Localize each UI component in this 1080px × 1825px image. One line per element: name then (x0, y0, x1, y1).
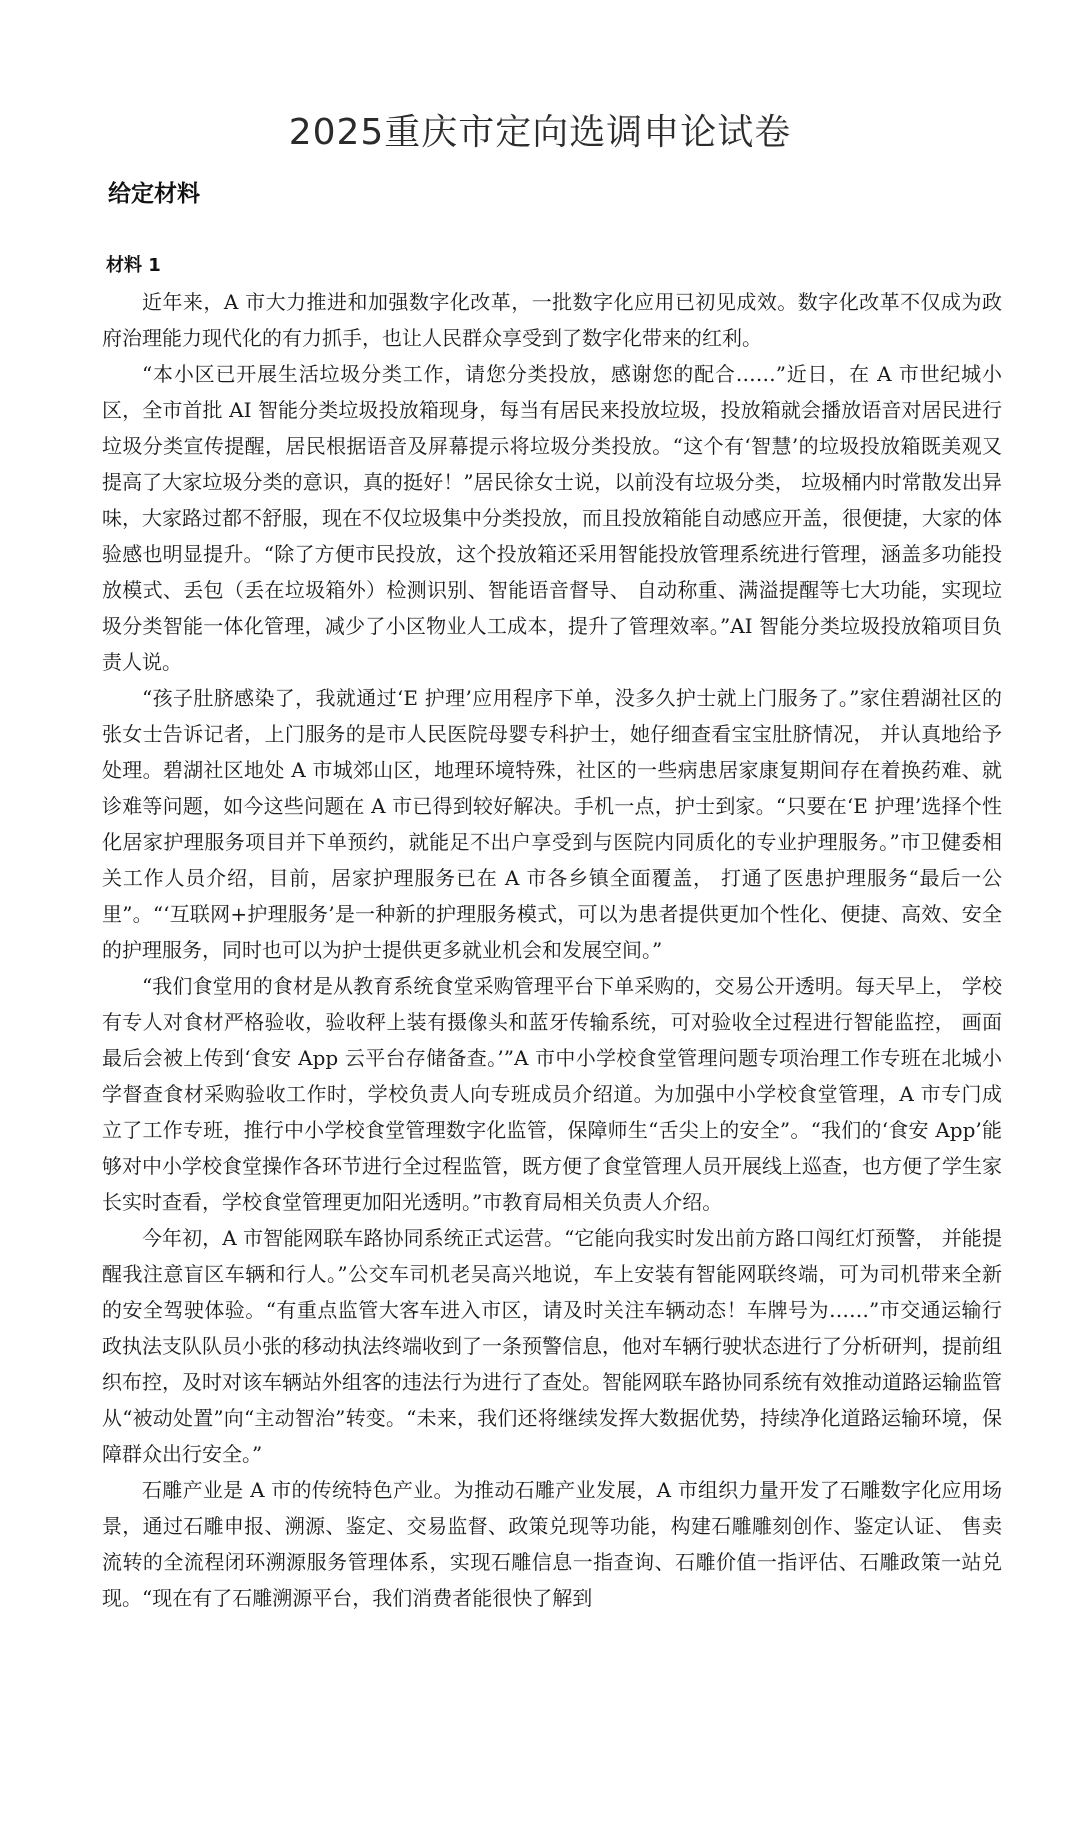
material-label: 材料 1 (106, 255, 161, 276)
paragraph-canteen-safety: “我们食堂用的食材是从教育系统食堂采购管理平台下单采购的，交易公开透明。每天早上， 学校有专人对食材严格验收，验收秤上装有摄像头和蓝牙传输系统，可对验收全过程进行智能监控， 画面最后会被上传到‘食安 App 云平台存储备查。’”A 市中小学校食堂管理问题专项治理工作专班在北城小学督查食材采购验收工作时，学校负责人向专班成员介绍道。为加强中小学校食堂管理，A 市专门成立了工作专班，推行中小学校食堂管理数字化监管，保障师生“舌尖上的安全”。“我们的‘食安 App’能够对中小学校食堂操作各环节进行全过程监管，既方便了食堂管理人员开展线上巡查，也方便了学生家长实时查看，学校食堂管理更加阳光透明。”市教育局相关负责人介绍。 (102, 974, 1002, 1214)
page-title: 2025重庆市定向选调申论试卷 (288, 112, 792, 153)
paragraph-vehicle-road: 今年初，A 市智能网联车路协同系统正式运营。“它能向我实时发出前方路口闯红灯预警， 并能提醒我注意盲区车辆和行人。”公交车司机老吴高兴地说，车上安装有智能网联终端，可为司机带来全新的安全驾驶体验。“有重点监管大客车进入市区，请及时关注车辆动态！车牌号为……”市交通运输行政执法支队队员小张的移动执法终端收到了一条预警信息，他对车辆行驶状态进行了分析研判，提前组织布控，及时对该车辆站外组客的违法行为进行了查处。智能网联车路协同系统有效推动道路运输监管从“被动处置”向“主动智治”转变。“未来，我们还将继续发挥大数据优势，持续净化道路运输环境，保障群众出行安全。” (102, 1226, 1002, 1466)
paragraph-stone-carving: 石雕产业是 A 市的传统特色产业。为推动石雕产业发展，A 市组织力量开发了石雕数字化应用场景，通过石雕申报、溯源、鉴定、交易监督、政策兑现等功能，构建石雕雕刻创作、鉴定认证、 售卖流转的全流程闭环溯源服务管理体系，实现石雕信息一指查询、石雕价值一指评估、石雕政策一站兑现。“现在有了石雕溯源平台，我们消费者能很快了解到 (102, 1478, 1002, 1610)
paragraph-garbage-sorting: “本小区已开展生活垃圾分类工作，请您分类投放，感谢您的配合……”近日，在 A 市世纪城小区，全市首批 AI 智能分类垃圾投放箱现身，每当有居民来投放垃圾，投放箱就会播放语音对居民进行垃圾分类宣传提醒，居民根据语音及屏幕提示将垃圾分类投放。“这个有‘智慧’的垃圾投放箱既美观又提高了大家垃圾分类的意识，真的挺好！”居民徐女士说，以前没有垃圾分类， 垃圾桶内时常散发出异味，大家路过都不舒服，现在不仅垃圾集中分类投放，而且投放箱能自动感应开盖，很便捷，大家的体验感也明显提升。“除了方便市民投放，这个投放箱还采用智能投放管理系统进行管理，涵盖多功能投放模式、丢包（丢在垃圾箱外）检测识别、智能语音督导、 自动称重、满溢提醒等七大功能，实现垃圾分类智能一体化管理，减少了小区物业人工成本，提升了管理效率。”AI 智能分类垃圾投放箱项目负责人说。 (102, 362, 1002, 674)
paragraph-e-nursing: “孩子肚脐感染了，我就通过‘E 护理’应用程序下单，没多久护士就上门服务了。”家住碧湖社区的张女士告诉记者，上门服务的是市人民医院母婴专科护士，她仔细查看宝宝肚脐情况， 并认真地给予处理。碧湖社区地处 A 市城郊山区，地理环境特殊，社区的一些病患居家康复期间存在着换药难、就诊难等问题，如今这些问题在 A 市已得到较好解决。手机一点，护士到家。“只要在‘E 护理’选择个性化居家护理服务项目并下单预约，就能足不出户享受到与医院内同质化的专业护理服务。”市卫健委相关工作人员介绍，目前，居家护理服务已在 A 市各乡镇全面覆盖， 打通了医患护理服务“最后一公里”。“‘互联网+护理服务’是一种新的护理服务模式，可以为患者提供更加个性化、便捷、高效、安全的护理服务，同时也可以为护士提供更多就业机会和发展空间。” (102, 686, 1002, 962)
paragraph-intro: 近年来，A 市大力推进和加强数字化改革，一批数字化应用已初见成效。数字化改革不仅成为政府治理能力现代化的有力抓手，也让人民群众享受到了数字化带来的红利。 (102, 290, 1002, 350)
section-heading: 给定材料 (108, 181, 200, 207)
material-body (102, 248, 1002, 1616)
